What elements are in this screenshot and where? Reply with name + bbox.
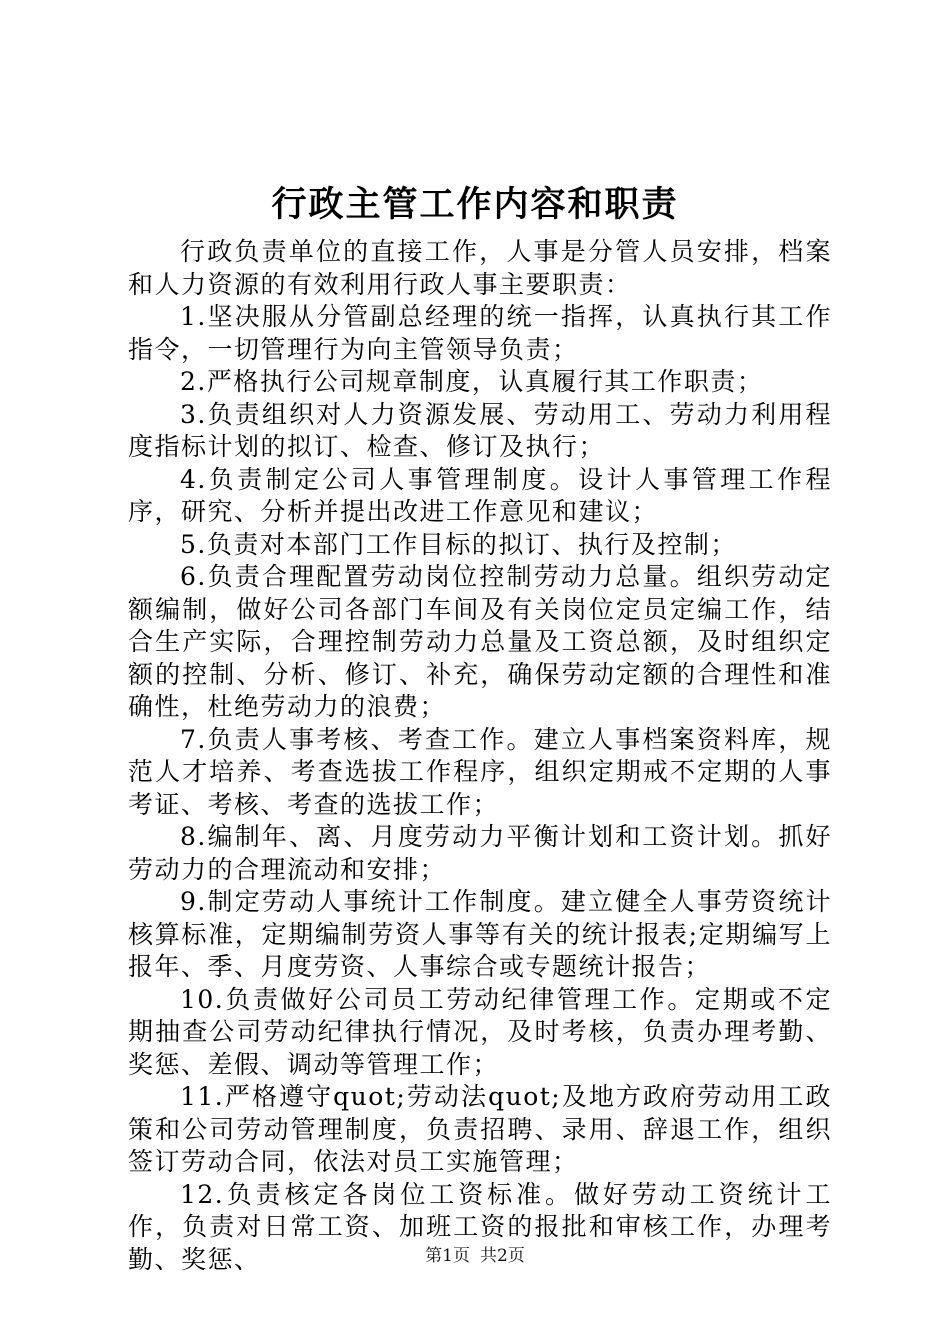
paragraph-intro: 行政负责单位的直接工作，人事是分管人员安排，档案和人力资源的有效利用行政人事主要职责： — [128, 237, 832, 299]
paragraph-item-6: 6.负责合理配置劳动岗位控制劳动力总量。组织劳动定额编制，做好公司各部门车间及有关岗位定员定编工作，结合生产实际，合理控制劳动力总量及工资总额，及时组织定额的控制、分析、修订、补充，确保劳动定额的合理性和准确性，杜绝劳动力的浪费； — [128, 562, 832, 721]
paragraph-item-11: 11.严格遵守quot;劳动法quot;及地方政府劳动用工政策和公司劳动管理制度，负责招聘、录用、辞退工作，组织签订劳动合同，依法对员工实施管理； — [128, 1082, 832, 1176]
page-total: 共2页 — [480, 1246, 525, 1266]
document-title: 行政主管工作内容和职责 — [271, 184, 679, 225]
paragraph-item-10: 10.负责做好公司员工劳动纪律管理工作。定期或不定期抽查公司劳动纪律执行情况，及时考核，负责办理考勤、奖惩、差假、调动等管理工作； — [128, 984, 832, 1079]
paragraph-item-8: 8.编制年、离、月度劳动力平衡计划和工资计划。抓好劳动力的合理流动和安排； — [128, 822, 832, 884]
paragraph-item-3: 3.负责组织对人力资源发展、劳动用工、劳动力利用程度指标计划的拟订、检查、修订及执行； — [128, 399, 832, 461]
paragraph-item-7: 7.负责人事考核、考查工作。建立人事档案资料库，规范人才培养、考查选拔工作程序，组织定期戒不定期的人事考证、考核、考查的选拔工作； — [128, 724, 832, 819]
paragraph-item-2: 2.严格执行公司规章制度，认真履行其工作职责； — [180, 367, 764, 396]
paragraph-item-12: 12.负责核定各岗位工资标准。做好劳动工资统计工作，负责对日常工资、加班工资的报批和审核工作，办理考勤、奖惩、 — [128, 1179, 832, 1274]
paragraph-item-4: 4.负责制定公司人事管理制度。设计人事管理工作程序，研究、分析并提出改进工作意见和建议； — [128, 464, 832, 526]
paragraph-item-9: 9.制定劳动人事统计工作制度。建立健全人事劳资统计核算标准，定期编制劳资人事等有关的统计报表;定期编写上报年、季、月度劳资、人事综合或专题统计报告； — [128, 887, 832, 981]
paragraph-item-5: 5.负责对本部门工作目标的拟订、执行及控制； — [180, 529, 737, 559]
page-number: 第1页 — [425, 1246, 470, 1266]
page-footer — [0, 1244, 950, 1268]
paragraph-item-1: 1.坚决服从分管副总经理的统一指挥，认真执行其工作指令，一切管理行为向主管领导负责； — [128, 302, 832, 364]
document-body — [128, 236, 832, 1276]
